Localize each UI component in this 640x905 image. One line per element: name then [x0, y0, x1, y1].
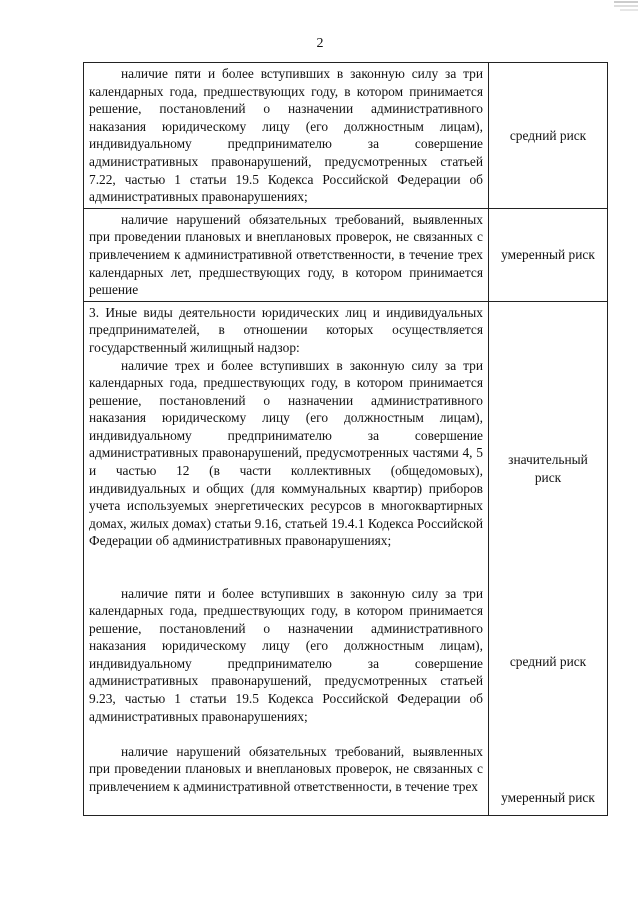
risk-category-table — [83, 62, 608, 816]
risk-level-cell — [489, 301, 608, 815]
risk-level-label: умеренный риск — [501, 246, 595, 262]
criteria-text: наличие нарушений обязательных требований, выявленных при проведении плановых и внеплановых проверок, не связанных с привлечением к административной ответственности, в течение трех — [89, 743, 483, 794]
risk-level-label: умеренный риск — [501, 790, 595, 806]
risk-level-cell — [489, 63, 608, 209]
section-heading: 3. Иные виды деятельности юридических лиц и индивидуальных предпринимателей, в отношении которых осуществляется государственный жилищный надзор: — [89, 304, 483, 355]
table-row — [84, 63, 608, 209]
table-row — [84, 301, 608, 815]
criteria-text: наличие нарушений обязательных требований, выявленных при проведении плановых и внеплановых проверок, не связанных с привлечением к административной ответственности, в течение трех календарных лет, предшествующих году, в котором принимается решение — [89, 211, 483, 298]
criteria-cell — [84, 208, 489, 301]
risk-level-label: средний риск — [509, 127, 587, 143]
criteria-cell — [84, 63, 489, 209]
criteria-text: наличие трех и более вступивших в законную силу за три календарных года, предшествующих году, в котором принимается решение, постановлений о назначении административного наказания юридическому лицу (его должностным лицам), индивидуальному предпринимателю за совершение административных правонарушений, предусмотренных частями 4, 5 и частью 12 (в части коллективных (общедомовых), индивидуальных и общих (для коммунальных квартир) приборов учета используемых энергетических ресурсов в многоквартирных домах, жилых домах) статьи 9.16, статьей 19.4.1 Кодекса Российской Федерации об административных правонарушениях; — [89, 357, 483, 549]
criteria-cell — [84, 301, 489, 815]
criteria-text: наличие пяти и более вступивших в законную силу за три календарных года, предшествующих году, в котором принимается решение, постановлений о назначении административного наказания юридическому лицу (его должностным лицам), индивидуальному предпринимателю за совершение административных правонарушений, предусмотренных статьей 9.23, частью 1 статьи 19.5 Кодекса Российской Федерации об административных правонарушениях; — [89, 585, 483, 724]
risk-level-cell — [489, 208, 608, 301]
table-row — [84, 208, 608, 301]
risk-level-label: средний риск — [509, 653, 587, 669]
page-number: 2 — [316, 36, 324, 51]
risk-level-label: значительный риск — [508, 452, 588, 485]
corner-scan-mark — [612, 0, 640, 14]
criteria-text: наличие пяти и более вступивших в законную силу за три календарных года, предшествующих году, в котором принимается решение, постановлений о назначении административного наказания юридическому лицу (его должностным лицам), индивидуальному предпринимателю за совершение административных правонарушений, предусмотренных статьей 7.22, частью 1 статьи 19.5 Кодекса Российской Федерации об административных правонарушениях; — [89, 66, 483, 205]
